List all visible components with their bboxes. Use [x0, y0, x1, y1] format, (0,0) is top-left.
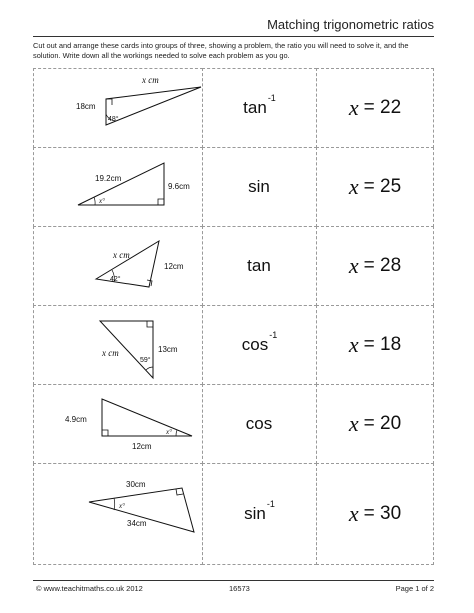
triangle-card-3	[33, 226, 203, 306]
solution-2-eq: = 25	[363, 176, 402, 197]
page-title: Matching trigonometric ratios	[267, 17, 434, 32]
ratio-2-fn: sin	[248, 177, 270, 196]
triangle-1-angle: 48°	[108, 116, 119, 123]
solution-6-eq: = 30	[363, 503, 402, 524]
triangle-3-label-1: x cm	[113, 250, 130, 260]
ratio-3-fn: tan	[247, 256, 271, 275]
ratio-card-6	[202, 463, 317, 565]
solution-1-var: x	[348, 95, 359, 120]
ratio-card-3	[202, 226, 317, 306]
instructions-text: Cut out and arrange these cards into groups of three, showing a problem, the ratio you will need to solve it, and the solution. Write down all the workings needed to solve each problem as you go.	[33, 41, 409, 60]
ratio-4-exp: -1	[269, 330, 278, 341]
solution-card-2	[316, 147, 434, 227]
triangle-6-label-1: 30cm	[126, 480, 146, 489]
triangle-4-label-2: 13cm	[158, 345, 178, 354]
triangle-4-label-1: x cm	[102, 348, 119, 358]
ratio-card-2	[202, 147, 317, 227]
ratio-1-fn: tan	[243, 98, 267, 117]
triangle-1-label-2: 18cm	[76, 102, 96, 111]
solution-card-1	[316, 68, 434, 148]
triangle-diagram-5	[34, 385, 204, 465]
triangle-2-angle: x°	[99, 197, 105, 205]
triangle-card-4	[33, 305, 203, 385]
ratio-5-fn: cos	[245, 414, 273, 433]
solution-card-6	[316, 463, 434, 565]
triangle-card-5	[33, 384, 203, 464]
solution-6-var: x	[348, 501, 359, 526]
triangle-diagram-3	[34, 227, 204, 307]
solution-3-var: x	[348, 253, 359, 278]
triangle-diagram-1	[34, 69, 204, 149]
footer-page-number: Page 1 of 2	[395, 584, 434, 593]
ratio-card-5	[202, 384, 317, 464]
triangle-diagram-6	[34, 464, 204, 566]
triangle-card-1	[33, 68, 203, 148]
footer-divider	[33, 580, 434, 581]
ratio-6-fn: sin	[244, 504, 266, 523]
triangle-card-6	[33, 463, 203, 565]
solution-card-3	[316, 226, 434, 306]
triangle-3-angle: 42°	[110, 276, 121, 283]
triangle-4-angle: 59°	[140, 357, 151, 364]
solution-1-eq: = 22	[363, 97, 402, 118]
solution-4-eq: = 18	[363, 334, 402, 355]
triangle-diagram-4	[34, 306, 204, 386]
triangle-2-label-1: 19.2cm	[95, 174, 122, 183]
ratio-card-1	[202, 68, 317, 148]
triangle-6-angle: x°	[119, 502, 125, 510]
footer-copyright: © www.teachitmaths.co.uk 2012	[36, 584, 143, 593]
solution-4-var: x	[348, 332, 359, 357]
triangle-diagram-2	[34, 148, 204, 228]
triangle-2-label-2: 9.6cm	[168, 182, 190, 191]
solution-2-var: x	[348, 174, 359, 199]
triangle-3-label-2: 12cm	[164, 262, 184, 271]
title-divider	[33, 36, 434, 37]
solution-card-5	[316, 384, 434, 464]
triangle-5-angle: x°	[166, 428, 172, 436]
solution-3-eq: = 28	[363, 255, 402, 276]
ratio-4-fn: cos	[241, 335, 269, 354]
triangle-card-2	[33, 147, 203, 227]
ratio-1-exp: -1	[267, 93, 276, 104]
triangle-5-label-1: 4.9cm	[65, 415, 87, 424]
ratio-card-4	[202, 305, 317, 385]
footer-resource-id: 16573	[229, 584, 250, 593]
solution-5-eq: = 20	[363, 413, 402, 434]
triangle-5-label-2: 12cm	[132, 442, 152, 451]
ratio-6-exp: -1	[266, 499, 275, 510]
triangle-6-label-2: 34cm	[127, 519, 147, 528]
solution-5-var: x	[348, 411, 359, 436]
solution-card-4	[316, 305, 434, 385]
triangle-1-label-1: x cm	[142, 75, 159, 85]
